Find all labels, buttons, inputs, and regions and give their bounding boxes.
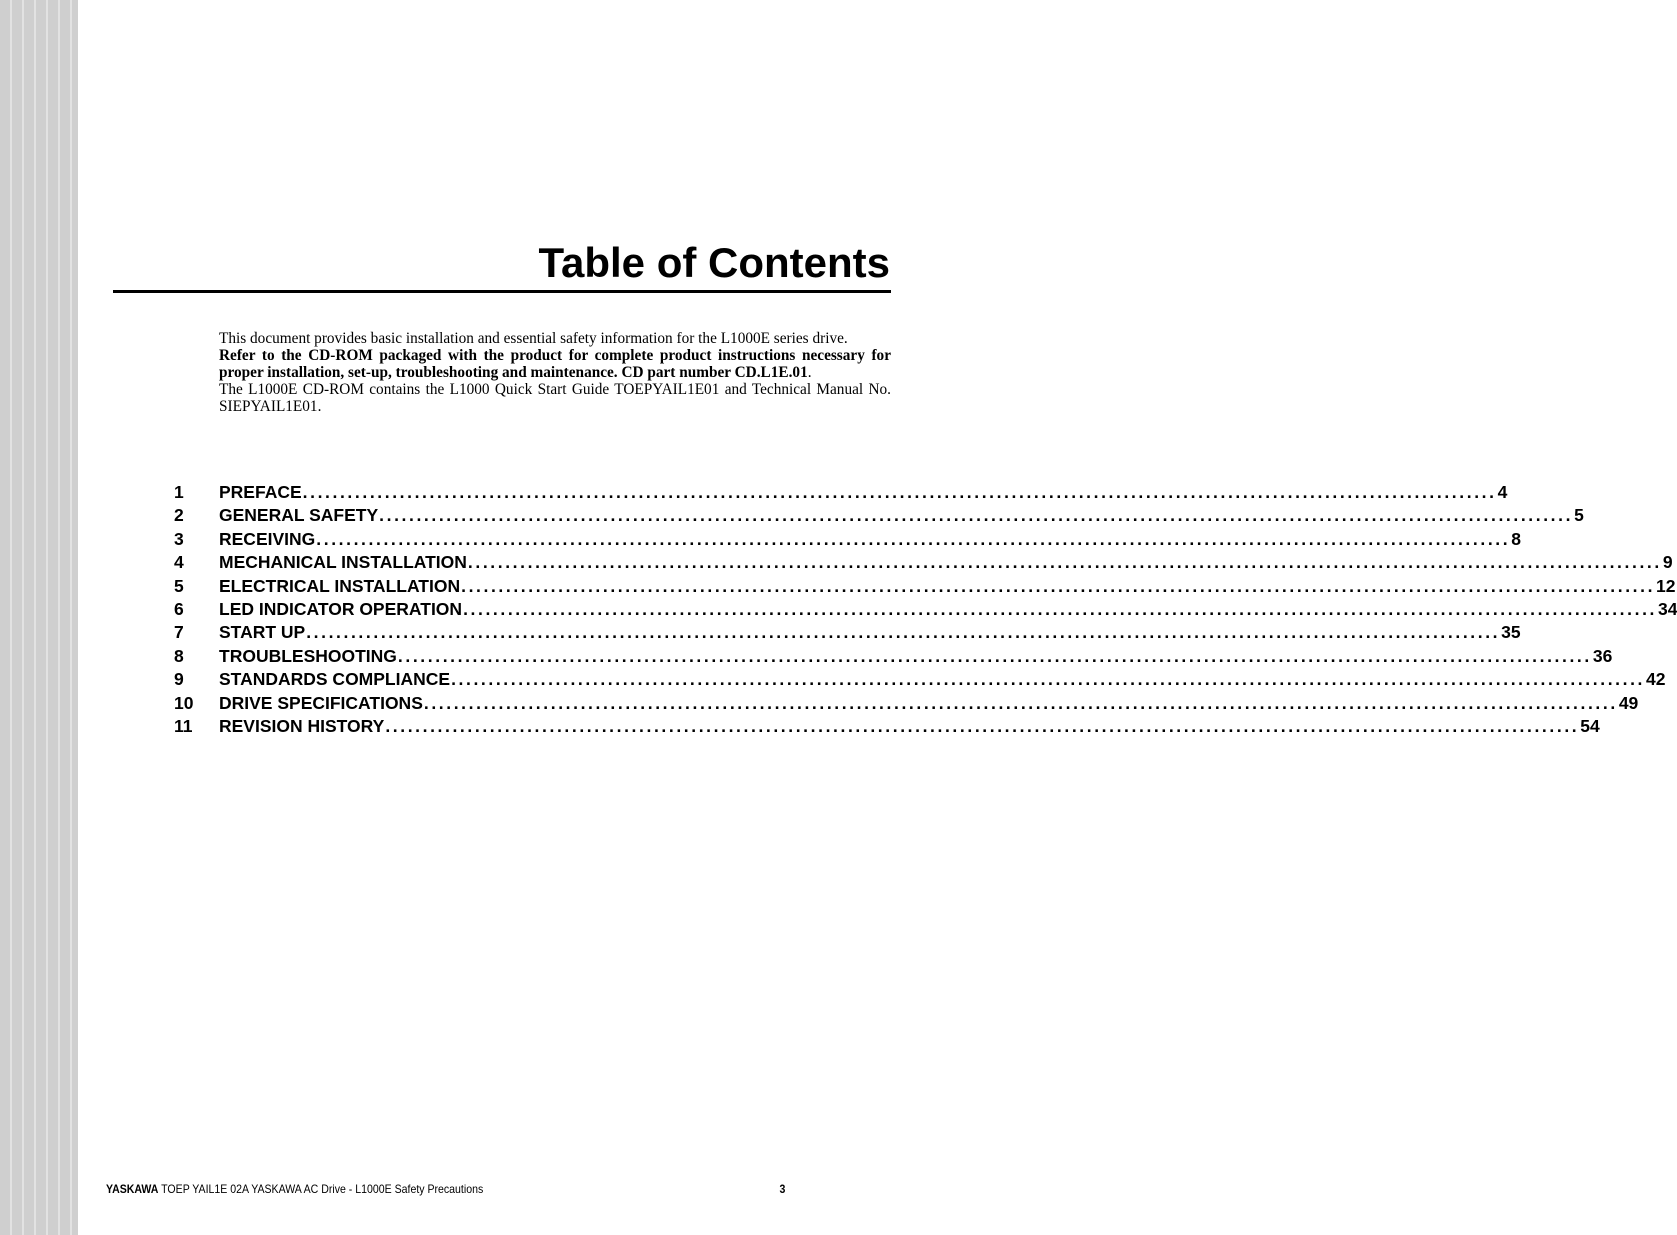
- title-underline: [113, 290, 891, 293]
- toc-entry[interactable]: [174, 668, 1666, 691]
- toc-entry-page: 12: [1656, 575, 1676, 596]
- toc-entry-number: 10: [174, 692, 194, 713]
- toc-entry-page: 4: [1497, 482, 1508, 502]
- toc-dot-leader: ................................................................................................................................................................: [385, 715, 1580, 736]
- toc-entry-number: 7: [174, 622, 184, 643]
- toc-dot-leader: ................................................................................................................................................................: [461, 575, 1656, 596]
- intro-line-1: This document provides basic installation and essential safety information for the L1000E series drive.: [219, 330, 848, 347]
- toc-entry-page: 9: [1662, 552, 1673, 573]
- toc-dot-leader: ................................................................................................................................................................: [302, 482, 1497, 502]
- toc-entry[interactable]: [174, 504, 1584, 527]
- footer-text: [106, 1182, 483, 1196]
- toc-dot-leader: ................................................................................................................................................................: [306, 622, 1501, 643]
- toc-entry-title: DRIVE SPECIFICATIONS: [219, 692, 423, 713]
- toc-dot-leader: ................................................................................................................................................................: [467, 552, 1662, 573]
- page-title: Table of Contents: [538, 239, 890, 286]
- toc-entry-title: RECEIVING: [219, 528, 316, 549]
- toc-entry-number: 11: [174, 715, 193, 736]
- toc-entry[interactable]: [174, 715, 1600, 738]
- toc-entry-number: 9: [174, 669, 184, 690]
- toc-dot-leader: ................................................................................................................................................................: [397, 645, 1592, 666]
- toc-entry-title: GENERAL SAFETY: [219, 505, 379, 526]
- toc-entry-page: 36: [1592, 645, 1613, 666]
- toc-entry[interactable]: [174, 598, 1677, 621]
- toc-dot-leader: ................................................................................................................................................................: [423, 692, 1618, 713]
- toc-dot-leader: ................................................................................................................................................................: [451, 669, 1646, 690]
- toc-entry-page: 49: [1618, 692, 1639, 713]
- toc-entry[interactable]: [174, 692, 1639, 715]
- toc-entry-title: ELECTRICAL INSTALLATION: [219, 575, 461, 596]
- intro-line-3: The L1000E CD-ROM contains the L1000 Quick Start Guide TOEPYAIL1E01 and Technical Manual No. SIEPYAIL1E01.: [219, 381, 891, 415]
- toc-entry-number: 4: [174, 552, 184, 573]
- toc-entry-number: 1: [174, 482, 184, 502]
- toc-entry-number: 8: [174, 645, 184, 666]
- footer-doc-title: TOEP YAIL1E 02A YASKAWA AC Drive - L1000E Safety Precautions: [158, 1182, 484, 1196]
- toc-entry-title: LED INDICATOR OPERATION: [219, 598, 463, 619]
- toc-list: [174, 481, 1677, 738]
- toc-entry-page: 34: [1658, 598, 1677, 619]
- toc-dot-leader: ................................................................................................................................................................: [316, 528, 1511, 549]
- toc-entry[interactable]: [174, 481, 1508, 504]
- toc-entry-number: 3: [174, 528, 184, 549]
- toc-entry-page: 42: [1646, 669, 1666, 690]
- toc-dot-leader: ................................................................................................................................................................: [463, 598, 1657, 619]
- intro-text: [219, 330, 891, 415]
- toc-entry-number: 2: [174, 505, 184, 526]
- toc-entry-page: 5: [1574, 505, 1584, 526]
- toc-entry-number: 6: [174, 598, 184, 619]
- toc-entry[interactable]: [174, 575, 1676, 598]
- footer-brand: YASKAWA: [106, 1182, 159, 1196]
- toc-entry-title: TROUBLESHOOTING: [219, 645, 397, 666]
- intro-line-2: [219, 347, 891, 381]
- toc-dot-leader: ................................................................................................................................................................: [379, 505, 1574, 526]
- toc-entry[interactable]: [174, 528, 1521, 551]
- toc-entry-page: 54: [1580, 715, 1600, 736]
- toc-entry-page: 35: [1501, 622, 1521, 643]
- toc-entry-page: 8: [1511, 528, 1521, 549]
- side-margin-stripe: [0, 0, 78, 1235]
- page-footer: [106, 1182, 785, 1196]
- toc-entry-title: MECHANICAL INSTALLATION: [219, 552, 467, 573]
- toc-entry[interactable]: [174, 645, 1613, 668]
- toc-entry[interactable]: [174, 551, 1673, 574]
- toc-entry-title: PREFACE: [219, 482, 302, 502]
- footer-page-number: 3: [779, 1182, 786, 1196]
- toc-entry-title: START UP: [219, 622, 306, 643]
- toc-entry-number: 5: [174, 575, 184, 596]
- cd-rom-notice: Refer to the CD-ROM packaged with the product for complete product instructions necessary for proper installation, set-up, troubleshooting and maintenance. CD part number CD.L1E.01: [219, 347, 891, 381]
- toc-entry[interactable]: [174, 621, 1521, 644]
- toc-entry-title: STANDARDS COMPLIANCE: [219, 669, 451, 690]
- cd-rom-notice-suffix: .: [807, 364, 812, 381]
- toc-entry-title: REVISION HISTORY: [219, 715, 385, 736]
